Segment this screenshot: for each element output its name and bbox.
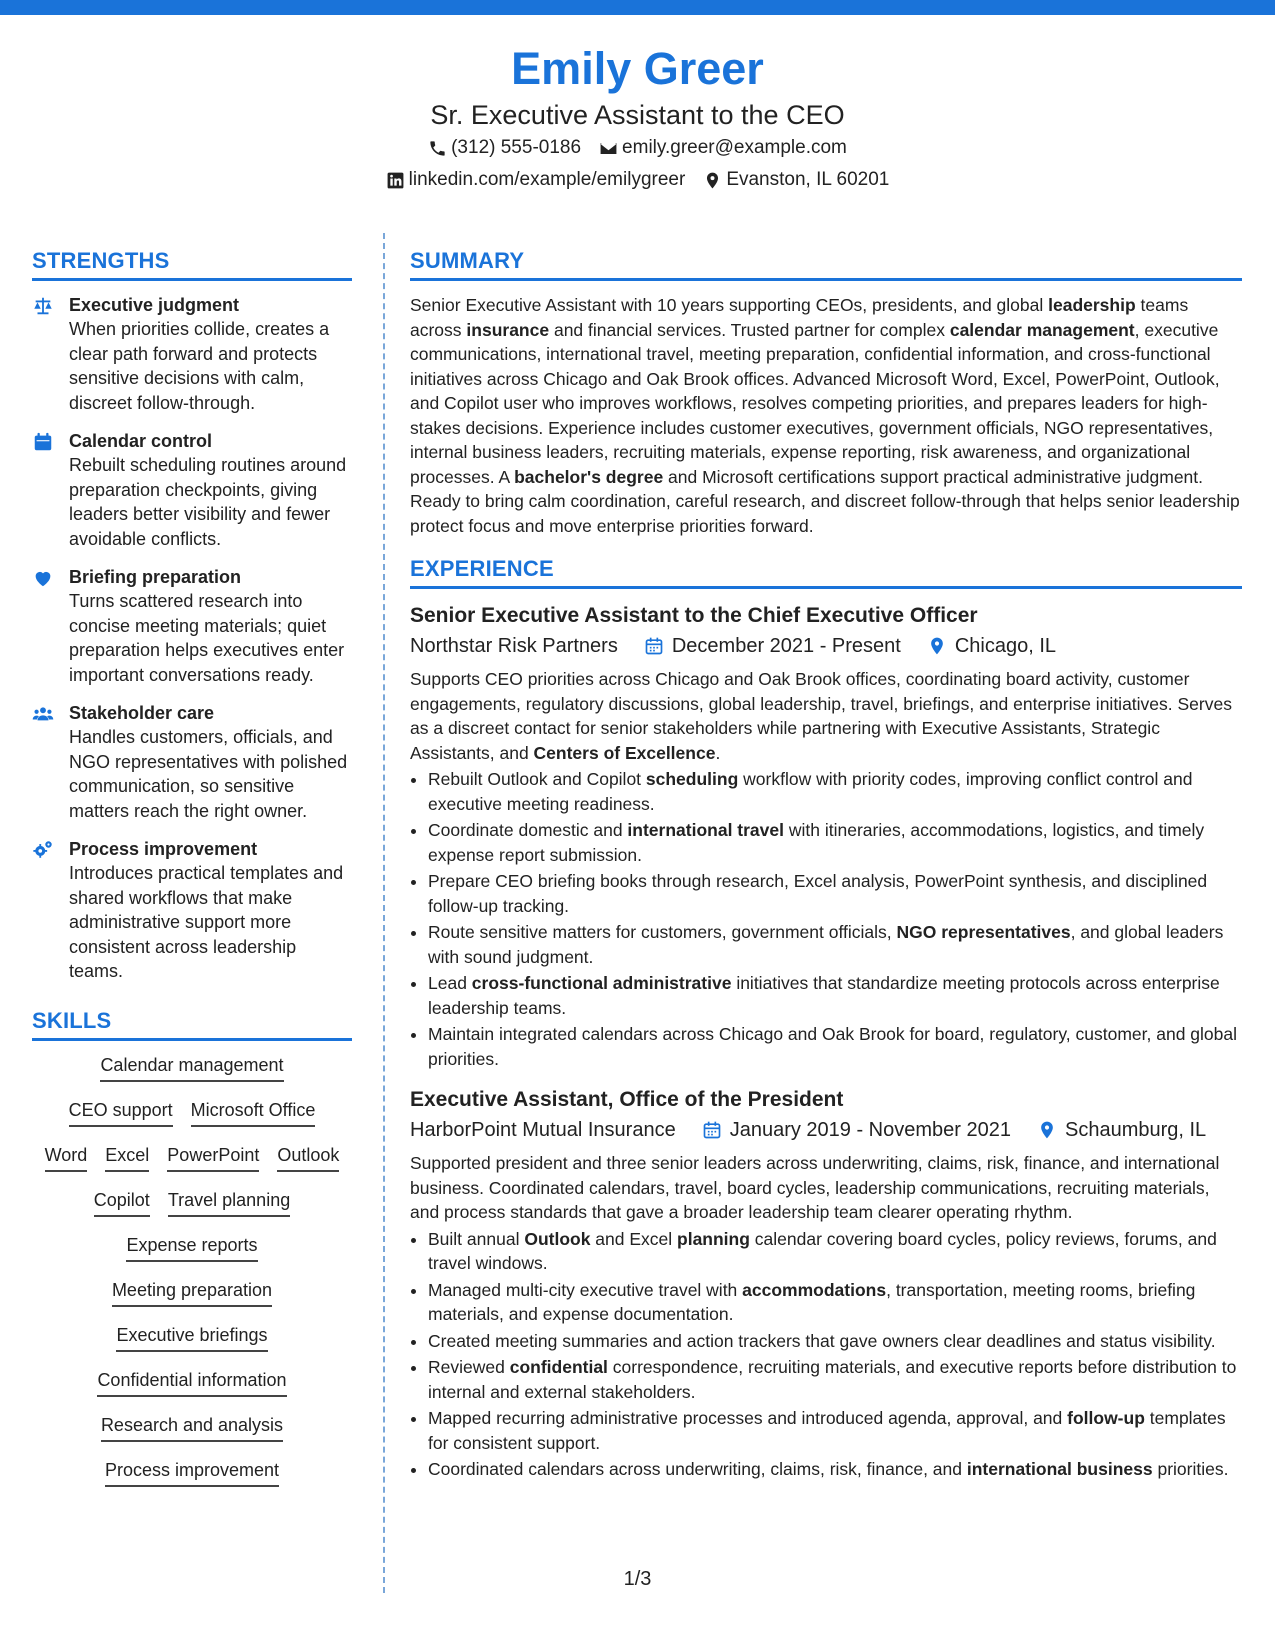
skill-row [32, 1323, 352, 1368]
skill-row [32, 1143, 352, 1188]
skill-tag: Microsoft Office [191, 1098, 316, 1127]
skill-tag: Travel planning [168, 1188, 290, 1217]
strength-description: Introduces practical templates and shared workflows that make administrative support more consistent across leadership teams. [69, 863, 344, 981]
skill-tag: Process improvement [105, 1458, 279, 1487]
heart-icon [32, 567, 54, 589]
strengths-list [32, 293, 352, 984]
job-dates: January 2019 - November 2021 [729, 1119, 1011, 1141]
skill-tag: Meeting preparation [112, 1278, 272, 1307]
experience-list [410, 601, 1242, 1482]
summary-heading: SUMMARY [410, 248, 1242, 281]
skills-heading: SKILLS [32, 1008, 352, 1041]
job-meta [410, 631, 1242, 661]
map-pin-icon [703, 171, 722, 190]
cogs-icon [32, 839, 54, 861]
calendar-icon [702, 1120, 722, 1140]
job-meta [410, 1115, 1242, 1145]
strength-description: Rebuilt scheduling routines around preparation checkpoints, giving leaders better visibility and fewer avoidable conflicts. [69, 455, 347, 549]
candidate-title: Sr. Executive Assistant to the CEO [430, 100, 845, 130]
email-contact[interactable] [599, 132, 847, 164]
skill-row [32, 1413, 352, 1458]
job-company: HarborPoint Mutual Insurance [410, 1119, 676, 1141]
skill-tag: PowerPoint [167, 1143, 259, 1172]
skill-row [32, 1278, 352, 1323]
job-bullet: • Coordinated calendars across underwriting, claims, risk, finance, and international business priorities. [428, 1457, 1242, 1482]
job-bullets [410, 767, 1242, 1071]
location-text: Evanston, IL 60201 [726, 169, 890, 190]
strength-item [32, 701, 352, 823]
skill-tag: Calendar management [100, 1053, 283, 1082]
skills-list [32, 1053, 352, 1503]
job-description: Supports CEO priorities across Chicago and Oak Brook offices, coordinating board activity, customer engagements, regulatory discussions, global leadership, travel, briefings, and enterprise initiatives. Serves as a discreet contact for senior stakeholders while partnering with Executive Assistants, Strategic Assistants, and Centers of Excellence. [410, 669, 1232, 763]
skill-tag: Expense reports [126, 1233, 257, 1262]
linkedin-icon [386, 171, 405, 190]
strength-title: Process improvement [69, 839, 258, 859]
strength-title: Stakeholder care [69, 703, 215, 723]
skill-tag: Excel [105, 1143, 149, 1172]
job-entry [410, 1085, 1242, 1482]
column-divider [383, 233, 385, 1593]
strength-description: When priorities collide, creates a clear path forward and protects sensitive decisions with calm, discreet follow-through. [69, 319, 330, 413]
strength-item [32, 837, 352, 984]
strength-title: Briefing preparation [69, 567, 242, 587]
job-bullet: • Managed multi-city executive travel with accommodations, transportation, meeting rooms, briefing materials, and expense documentation. [428, 1278, 1242, 1327]
job-bullet: • Coordinate domestic and international travel with itineraries, accommodations, logistics, and timely expense report submission. [428, 818, 1242, 867]
skill-row [32, 1368, 352, 1413]
skill-row [32, 1233, 352, 1278]
skill-tag: Confidential information [97, 1368, 286, 1397]
skill-tag: Research and analysis [101, 1413, 283, 1442]
job-bullet: • Reviewed confidential correspondence, recruiting materials, and executive reports before distribution to internal and external stakeholders. [428, 1355, 1242, 1404]
summary-text: Senior Executive Assistant with 10 years supporting CEOs, presidents, and global leadership teams across insurance and financial services. Trusted partner for complex calendar management, executive communications, international travel, meeting preparation, confidential information, and cross-functional initiatives across Chicago and Oak Brook offices. Advanced Microsoft Word, Excel, PowerPoint, Outlook, and Copilot user who improves workflows, resolves competing priorities, and prepares leaders for high-stakes decisions. Experience includes customer executives, government officials, NGO representatives, internal business leaders, recruiting materials, expense reporting, risk awareness, and organizational processes. A bachelor's degree and Microsoft certifications support practical administrative judgment. Ready to bring calm coordination, careful research, and discreet follow-through that helps senior leadership protect focus and move enterprise priorities forward. [410, 295, 1240, 536]
linkedin-text[interactable]: linkedin.com/example/emilygreer [408, 169, 686, 190]
map-pin-icon [927, 636, 947, 656]
location-contact [703, 164, 889, 196]
contact-row-1 [0, 132, 1275, 164]
phone-contact [428, 132, 581, 164]
top-accent-bar [0, 0, 1275, 15]
strength-item [32, 293, 352, 415]
job-bullets [410, 1227, 1242, 1482]
resume-header [0, 40, 1275, 196]
phone-text: (312) 555-0186 [451, 137, 582, 158]
strength-description: Turns scattered research into concise meeting materials; quiet preparation helps executives enter important conversations ready. [69, 591, 345, 685]
linkedin-contact[interactable] [386, 164, 686, 196]
left-column [32, 248, 352, 1503]
skill-row [32, 1098, 352, 1143]
strength-item [32, 565, 352, 687]
right-column [410, 248, 1242, 1484]
envelope-icon [599, 139, 618, 158]
users-icon [32, 703, 54, 725]
job-entry [410, 601, 1242, 1071]
job-bullet: • Prepare CEO briefing books through research, Excel analysis, PowerPoint synthesis, and disciplined follow-up tracking. [428, 869, 1242, 918]
job-bullet: • Lead cross-functional administrative initiatives that standardize meeting protocols across enterprise leadership teams. [428, 971, 1242, 1020]
job-dates: December 2021 - Present [671, 635, 901, 657]
candidate-name: Emily Greer [511, 43, 764, 94]
skill-tag: Executive briefings [116, 1323, 267, 1352]
job-description: Supported president and three senior leaders across underwriting, claims, risk, finance, and international business. Coordinated calendars, travel, board cycles, leadership communications, recruiting materials, and process standards that gave a broader leadership team clearer operating rhythm. [410, 1153, 1220, 1222]
job-location: Schaumburg, IL [1064, 1119, 1207, 1141]
job-bullet: • Maintain integrated calendars across Chicago and Oak Brook for board, regulatory, customer, and global priorities. [428, 1022, 1242, 1071]
skill-tag: CEO support [69, 1098, 173, 1127]
scale-icon [32, 295, 54, 317]
strengths-heading: STRENGTHS [32, 248, 352, 281]
calendar-icon [32, 431, 54, 453]
skill-tag: Copilot [94, 1188, 150, 1217]
job-bullet: • Mapped recurring administrative processes and introduced agenda, approval, and follow-up templates for consistent support. [428, 1406, 1242, 1455]
skill-row [32, 1053, 352, 1098]
job-bullet: • Rebuilt Outlook and Copilot scheduling workflow with priority codes, improving conflict control and executive meeting readiness. [428, 767, 1242, 816]
job-bullet: • Created meeting summaries and action trackers that gave owners clear deadlines and status visibility. [428, 1329, 1242, 1354]
skill-tag: Word [45, 1143, 88, 1172]
strength-item [32, 429, 352, 551]
strength-title: Calendar control [69, 431, 213, 451]
skill-tag: Outlook [277, 1143, 339, 1172]
job-bullet: • Route sensitive matters for customers, government officials, NGO representatives, and global leaders with sound judgment. [428, 920, 1242, 969]
experience-heading: EXPERIENCE [410, 556, 1242, 589]
skill-row [32, 1188, 352, 1233]
contact-row-2 [0, 164, 1275, 196]
job-bullet: • Built annual Outlook and Excel planning calendar covering board cycles, policy reviews, forums, and travel windows. [428, 1227, 1242, 1276]
skill-row [32, 1458, 352, 1503]
calendar-icon [644, 636, 664, 656]
job-location: Chicago, IL [954, 635, 1057, 657]
job-title: Senior Executive Assistant to the Chief Executive Officer [410, 604, 978, 627]
strength-description: Handles customers, officials, and NGO representatives with polished communication, so sensitive matters reach the right owner. [69, 727, 348, 821]
email-text[interactable]: emily.greer@example.com [622, 137, 847, 158]
strength-title: Executive judgment [69, 295, 240, 315]
map-pin-icon [1037, 1120, 1057, 1140]
page-number: 1/3 [623, 1568, 652, 1590]
job-title: Executive Assistant, Office of the President [410, 1088, 844, 1111]
phone-icon [428, 139, 447, 158]
job-company: Northstar Risk Partners [410, 635, 618, 657]
